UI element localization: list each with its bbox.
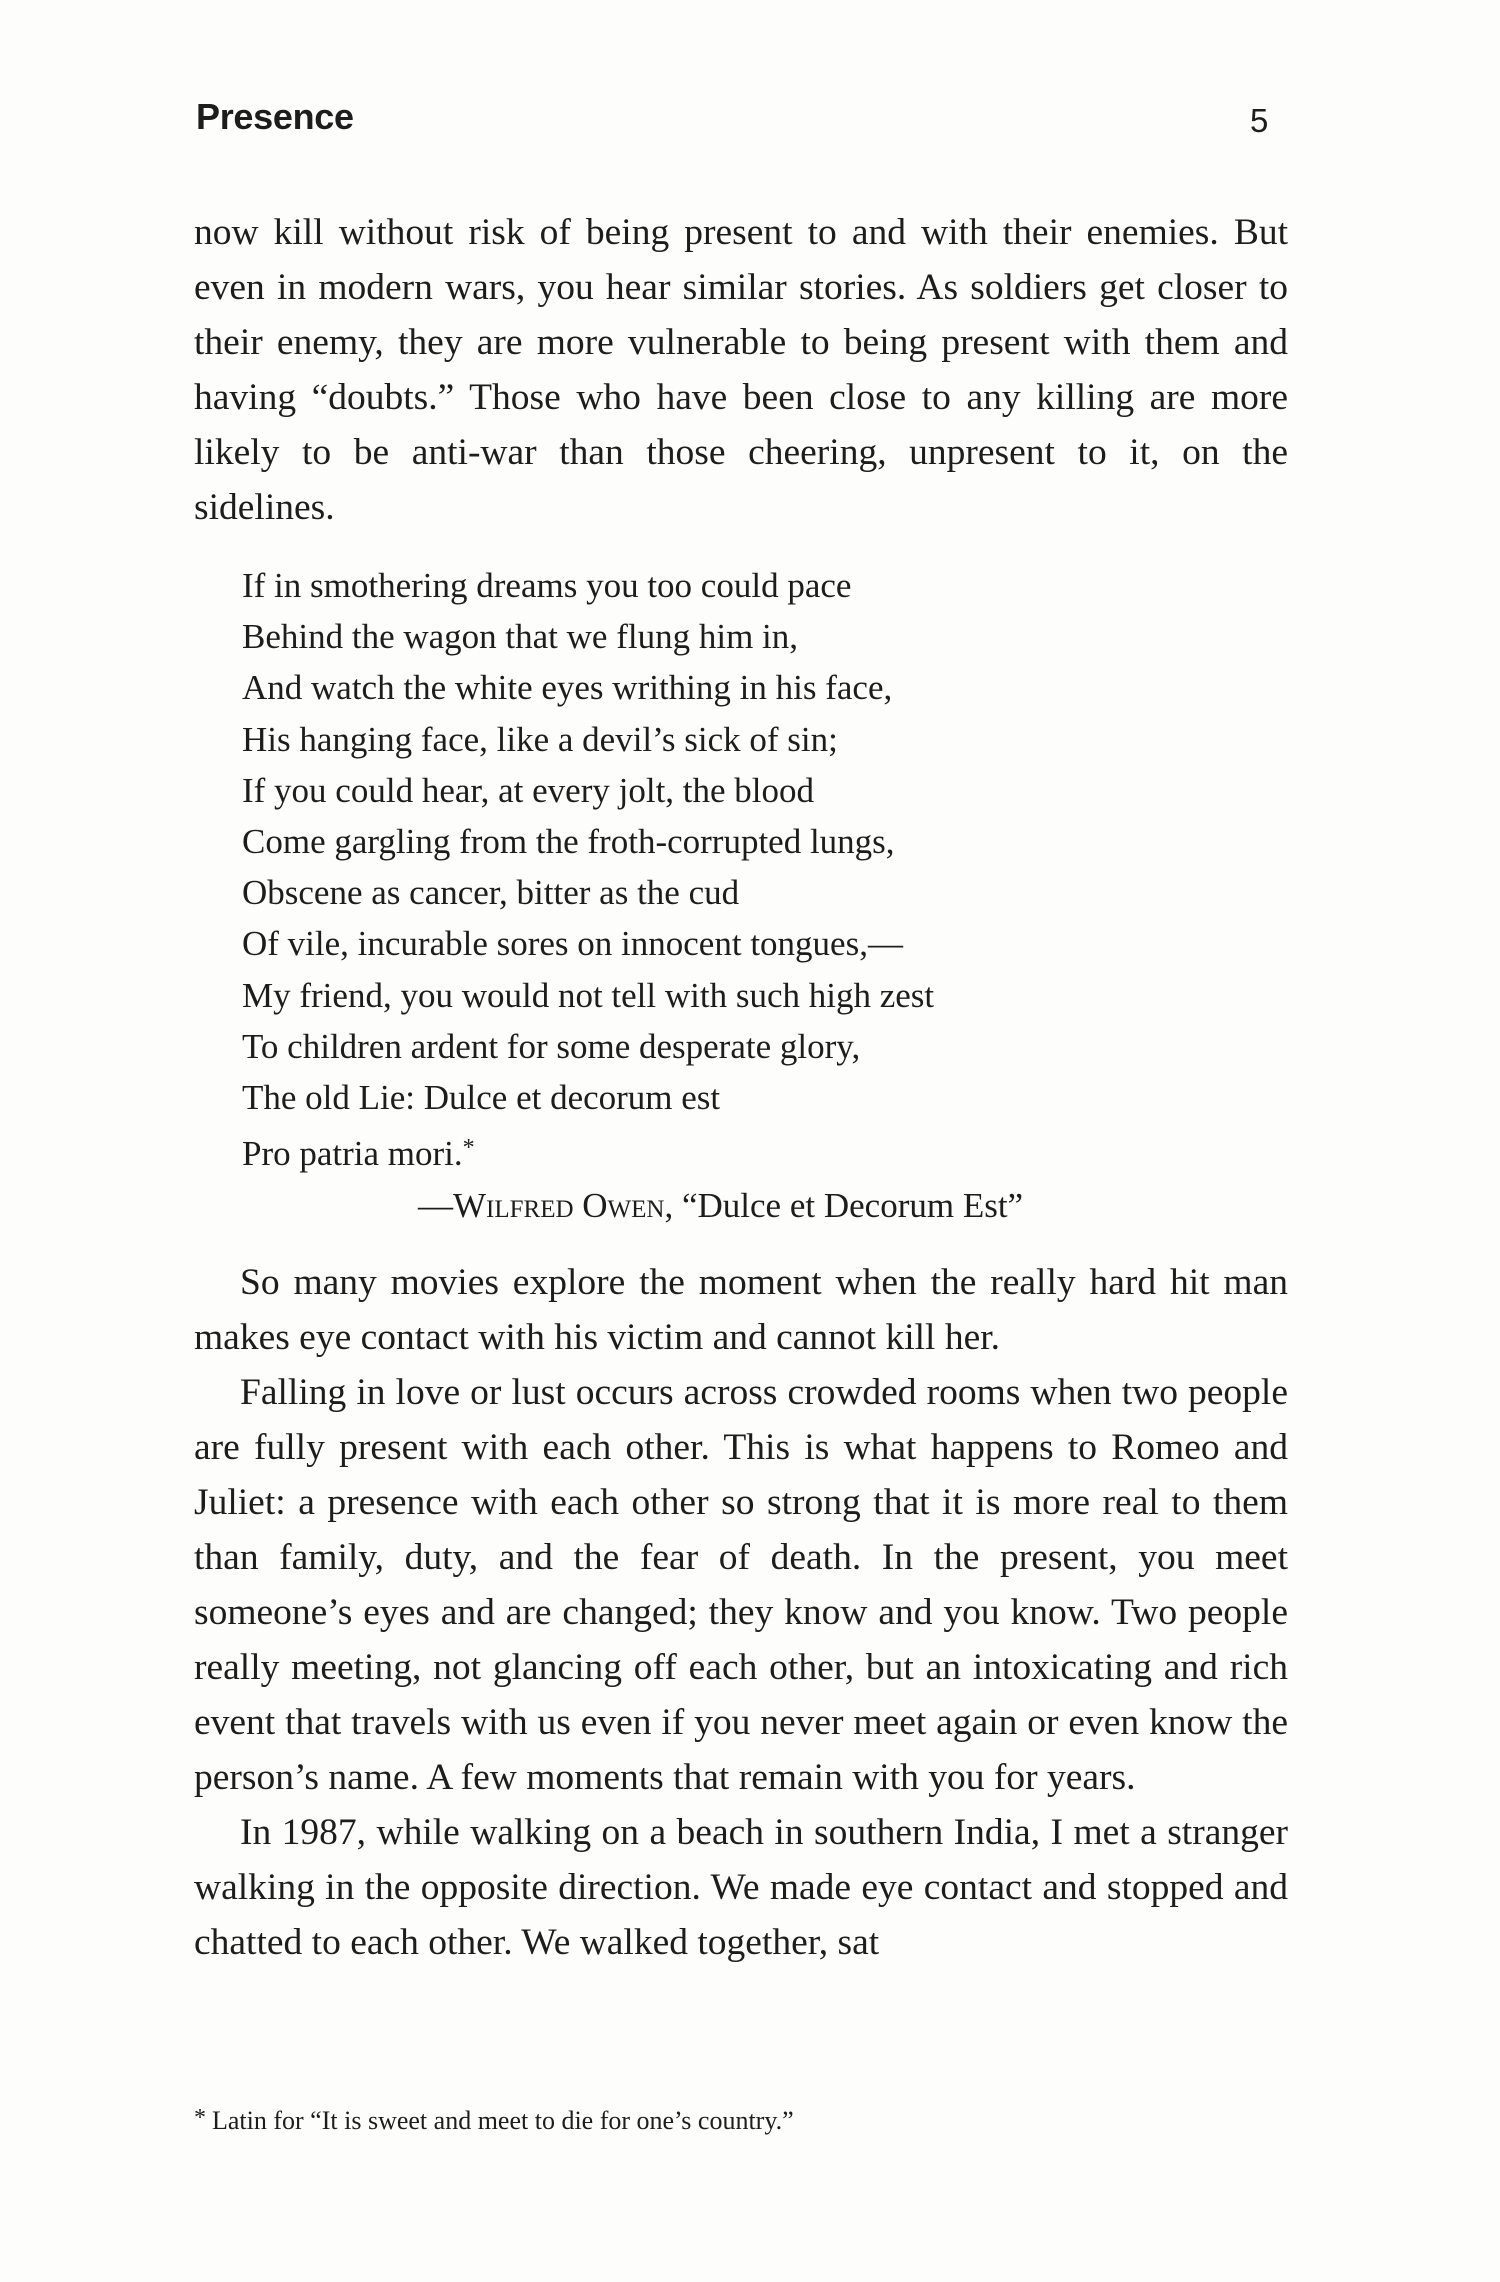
footnote-text: Latin for “It is sweet and meet to die for one’s country.” bbox=[212, 2106, 794, 2135]
attribution-author: Wilfred Owen bbox=[453, 1186, 665, 1225]
poem-line: Obscene as cancer, bitter as the cud bbox=[242, 873, 740, 913]
body-paragraphs bbox=[194, 1255, 1288, 1970]
poem-line: If you could hear, at every jolt, the blood bbox=[242, 770, 815, 810]
poem-line-text: Pro patria mori. bbox=[242, 1134, 463, 1174]
poem-line: Of vile, incurable sores on innocent tongues,— bbox=[242, 924, 903, 964]
paragraph: In 1987, while walking on a beach in southern India, I met a stranger walking in the opposite direction. We made eye contact and stopped and chatted to each other. We walked together, sat bbox=[194, 1812, 1288, 1963]
poem-line: The old Lie: Dulce et decorum est bbox=[242, 1078, 721, 1118]
opening-paragraph-block bbox=[194, 205, 1288, 535]
poem-line: Behind the wagon that we flung him in, bbox=[242, 617, 799, 657]
poem-attribution bbox=[418, 1180, 1023, 1231]
poem-line: Come gargling from the froth-corrupted lungs, bbox=[242, 822, 895, 862]
poem-last-line bbox=[242, 1123, 1282, 1179]
poem-quotation bbox=[242, 560, 1282, 1179]
paragraph: now kill without risk of being present to and with their enemies. But even in modern wars, you hear similar stories. As soldiers get closer to their enemy, they are more vulnerable to being present with them and having “doubts.” Those who have been close to any killing are more likely to be anti-war than those cheering, unpresent to it, on the sidelines. bbox=[194, 212, 1288, 528]
poem-line: If in smothering dreams you too could pace bbox=[242, 566, 852, 605]
poem-line: His hanging face, like a devil’s sick of sin; bbox=[242, 719, 838, 759]
paragraph: Falling in love or lust occurs across crowded rooms when two people are fully present with each other. This is what happens to Romeo and Juliet: a presence with each other so strong that it is more real to them than family, duty, and the fear of death. In the present, you meet someone’s eyes and are changed; they know and you know. Two people really meeting, not glancing off each other, but an intoxicating and rich event that travels with us even if you never meet again or even know the person’s name. A few moments that remain with you for years. bbox=[194, 1372, 1288, 1798]
footnote-marker: * bbox=[194, 2105, 206, 2131]
poem-line: My friend, you would not tell with such high zest bbox=[242, 975, 935, 1015]
running-title: Presence bbox=[196, 96, 354, 137]
footnote bbox=[194, 2100, 794, 2139]
footnote-marker: * bbox=[462, 1135, 475, 1162]
paragraph: So many movies explore the moment when the really hard hit man makes eye contact with his victim and cannot kill her. bbox=[194, 1262, 1288, 1358]
poem-line: To children ardent for some desperate glory, bbox=[242, 1026, 861, 1066]
attribution-title: , “Dulce et Decorum Est” bbox=[664, 1186, 1024, 1225]
attribution-dash: — bbox=[418, 1186, 453, 1225]
poem-line: And watch the white eyes writhing in his face, bbox=[242, 668, 893, 708]
page-number: 5 bbox=[1250, 102, 1269, 139]
